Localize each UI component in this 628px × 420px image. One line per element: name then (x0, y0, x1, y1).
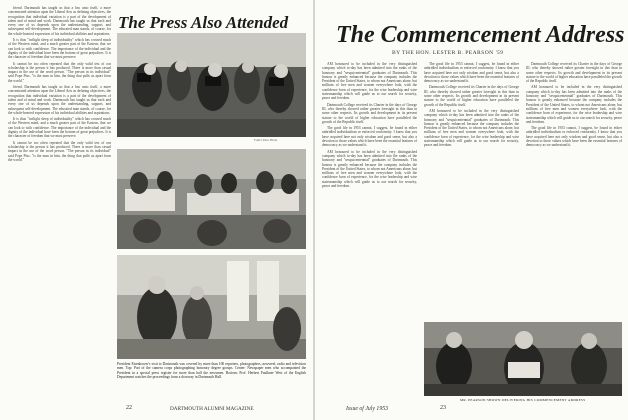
left-article-column (8, 6, 111, 398)
right-paragraph-6: Dartmouth College received its Charter in the days of George III, who thereby showed rather greater foresight in this than in some other respects. Its growth and development in its present stature to the world of higher education have paralleled the growth of the Republic itself. (424, 85, 519, 107)
right-page-number: 23 (440, 405, 446, 411)
right-paragraph-9: AM honoured to be included in the very distinguished company which to-day has been admitted into the ranks of the honorary and "sesquicentennial" graduates of Dartmouth. This honour is greatly enhanced because the company includes the President of the United States, to whom not Americans alone, but millions of free men and women everywhere look, with the confidence born of experience, for the wise leadership and wise statesmanship which will guide us to our search for security, peace and freedom. (526, 85, 622, 124)
right-paragraph-10: The good life in 1953 cannot, I suggest, be found in either unbridled individualism or enforced conformity. I know that you have acquired here not only wisdom and good sense, but also a devotion to those values which have been the essential features of democracy as we understand it. (526, 126, 622, 148)
issue-date: Issue of July 1953 (346, 406, 389, 412)
left-page-number: 22 (126, 405, 132, 411)
byline-year: '59 (495, 50, 504, 56)
pearson-caption: MR. PEARSON SHOWN DELIVERING HIS COMMENCEMENT ADDRESS (460, 398, 586, 402)
photo-caption: President Eisenhower's visit to Dartmouth was covered by more than 100 reporters, photographers, newsreel, radio and television men. Top: Part of the camera corps photographing honorary degree groups. Center: Newspaper men who accompanied the President in a special press register for more than half the newsmen. Bottom: Prof. Herbert Faulkner West of the English Department watches the proceedings from a doorway in Dartmouth Hall. (117, 362, 306, 379)
right-paragraph-8: Dartmouth College received its Charter in the days of George III, who thereby showed rather greater foresight in this than in some other respects. Its growth and development in its present stature to the world of higher education have paralleled the growth of the Republic itself. (526, 62, 622, 84)
press-headline: The Press Also Attended (118, 13, 289, 32)
commencement-headline: The Commencement Address (336, 22, 625, 48)
left-footer-magazine: DARTMOUTH ALUMNI MAGAZINE (170, 406, 254, 412)
byline (392, 50, 503, 56)
left-paragraph-5: It is thus "twilight sleep of individuality" which has crossed much of the Western mind, and a much greater part of the Eastern, that we can look to with confidence. The importance of the individual and the dignity of the individual have been the bottom of great prejudices. It is the character of freedom that we must preserve. (8, 117, 111, 139)
photo-prof-west (117, 255, 306, 359)
left-paragraph-1: friend. Dartmouth has taught us that a law unto itself, a more concentrated attention upon the Liberal Arts as defining objectives, the recognition that individual variation is a part of the development of talent and of mind and work. Dartmouth has taught us that each and every one of us depends upon the understanding, support, and subsequent self-development. The educated man stands, of course, for the whole-hearted expression of his individual abilities and aspirations. (8, 6, 111, 36)
left-paragraph-2: It is thus "twilight sleep of individuality" which has crossed much of the Western mind, and a much greater part of the Eastern, that we can look to with confidence. The importance of the individual and the dignity of the individual have been the bottom of great prejudices. It is the character of freedom that we must preserve. (8, 38, 111, 60)
byline-name: BY THE HON. LESTER B. PEARSON (392, 50, 494, 56)
right-column-3 (526, 62, 622, 317)
right-paragraph-5: The good life in 1953 cannot, I suggest, be found in either unbridled individualism or enforced conformity. I know that you have acquired here not only wisdom and good sense, but also a devotion to those values which have been the essential features of democracy as we understand it. (424, 62, 519, 84)
right-paragraph-4: AM honoured to be included in the very distinguished company which to-day has been admitted into the ranks of the honorary and "sesquicentennial" graduates of Dartmouth. This honour is greatly enhanced because the company includes the President of the United States, to whom not Americans alone, but millions of free men and women everywhere look, with the confidence born of experience, for the wise leadership and wise statesmanship which will guide us to our search for security, peace and freedom. (322, 149, 417, 189)
right-paragraph-2: Dartmouth College received its Charter in the days of George III, who thereby showed rather greater foresight in this than in some other respects. Its growth and development in its present stature to the world of higher education have paralleled the growth of the Republic itself. (322, 102, 417, 124)
photo-credit: Fuller Pass Photo (254, 138, 278, 142)
right-paragraph-1: AM honoured to be included in the very distinguished company which to-day has been admitted into the ranks of the honorary and "sesquicentennial" graduates of Dartmouth. This honour is greatly enhanced because the company includes the President of the United States, to whom not Americans alone, but millions of free men and women everywhere look, with the confidence born of experience, for the wise leadership and wise statesmanship which will guide us to our search for security, peace and freedom. (322, 62, 417, 101)
photo-camera-corps (117, 33, 306, 137)
right-paragraph-7: AM honoured to be included in the very distinguished company which to-day has been admitted into the ranks of the honorary and "sesquicentennial" graduates of Dartmouth. This honour is greatly enhanced because the company includes the President of the United States, to whom not Americans alone, but millions of free men and women everywhere look, with the confidence born of experience, for the wise leadership and wise statesmanship which will guide us to our search for security, peace and freedom. (424, 108, 519, 148)
left-paragraph-6: It cannot be too often repeated that the only valid test of our scholarship is the person it has produced. There is more than casual impact in the use of the word person. "The person in its individual" said Pope Pius. "is the man in him, the thing that pulls us apart from the world." (8, 140, 111, 162)
right-column-1 (322, 62, 417, 400)
photo-newsmen (117, 149, 306, 249)
photo-pearson (424, 322, 622, 396)
right-footer-issue (346, 406, 388, 412)
left-paragraph-3: It cannot be too often repeated that the only valid test of our scholarship is the person it has produced. There is more than casual impact in the use of the word person. "The person in its individual" said Pope Pius. "is the man in him, the thing that pulls us apart from the world." (8, 61, 111, 83)
right-paragraph-3: The good life in 1953 cannot, I suggest, be found in either unbridled individualism or enforced conformity. I know that you have acquired here not only wisdom and good sense, but also a devotion to those values which have been the essential features of democracy as we understand it. (322, 126, 417, 148)
left-page (0, 0, 313, 420)
left-paragraph-4: friend. Dartmouth has taught us that a law unto itself, a more concentrated attention upon the Liberal Arts as defining objectives, the recognition that individual variation is a part of the development of talent and of mind and work. Dartmouth has taught us that each and every one of us depends upon the understanding, support, and subsequent self-development. The educated man stands, of course, for the whole-hearted expression of his individual abilities and aspirations. (8, 85, 111, 115)
right-column-2 (424, 62, 519, 317)
